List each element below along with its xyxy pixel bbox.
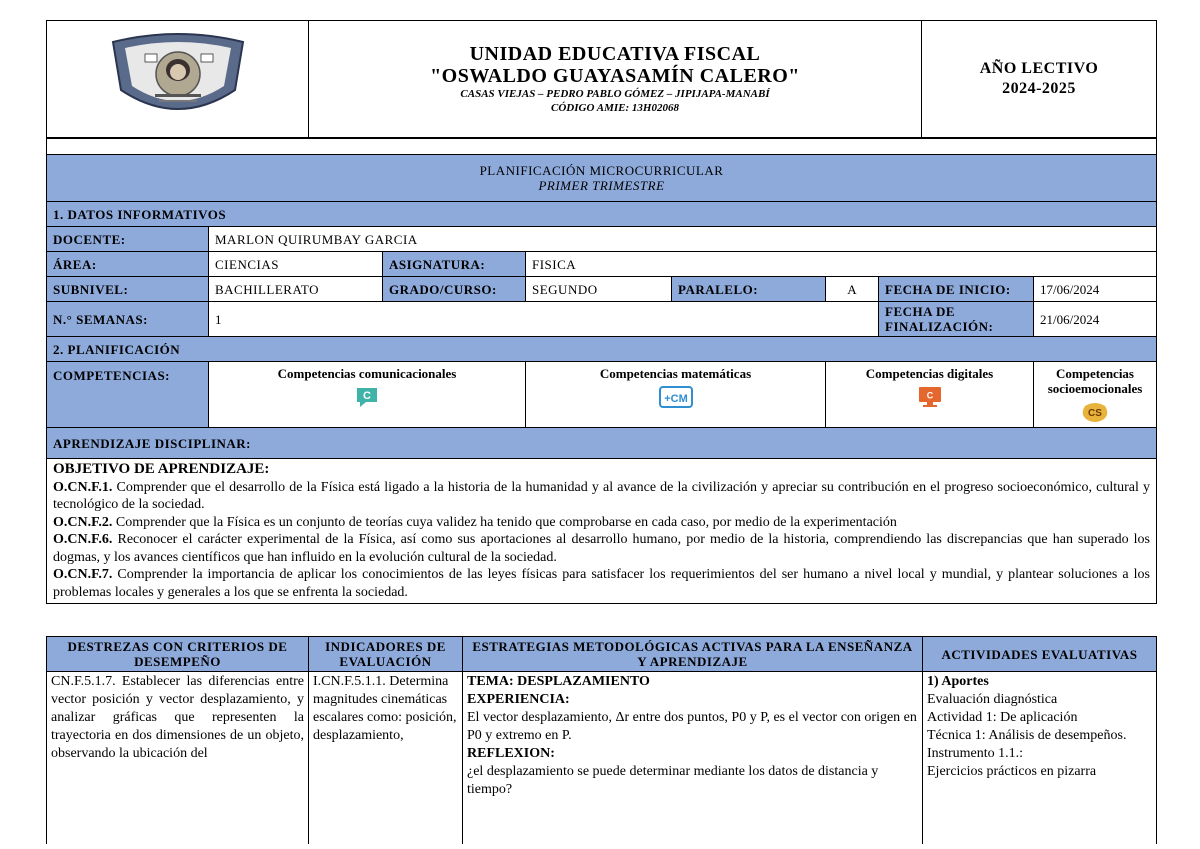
school-header	[46, 20, 1157, 138]
school-address: CASAS VIEJAS – PEDRO PABLO GÓMEZ – JIPIJAPA-MANABÍ	[460, 88, 770, 100]
aportes-title: 1) Aportes	[927, 674, 989, 689]
chat-c-icon	[354, 385, 380, 409]
competencia-socioemocional	[1034, 362, 1157, 428]
objetivo-code: O.CN.F.6.	[53, 532, 113, 547]
competencia-comunicacional	[209, 362, 526, 428]
actividad-line: Instrumento 1.1.:	[927, 746, 1024, 761]
school-name-line1: UNIDAD EDUCATIVA FISCAL	[469, 43, 761, 65]
col-estrategias-header: ESTRATEGIAS METODOLÓGICAS ACTIVAS PARA LA ENSEÑANZA Y APRENDIZAJE	[463, 637, 923, 672]
subnivel-label: SUBNIVEL:	[47, 277, 209, 302]
destrezas-cell: CN.F.5.1.7. Establecer las diferencias entre vector posición y vector desplazamiento, y analizar gráficas que representen la trayectoria en dos dimensiones de un objeto, observando la ubicación del	[47, 672, 309, 845]
area-value: CIENCIAS	[209, 252, 383, 277]
competencia-label: Competencias socioemocionales	[1047, 366, 1143, 396]
school-crest-icon	[103, 30, 253, 126]
school-info-cell	[309, 21, 922, 138]
semanas-label: N.° SEMANAS:	[47, 302, 209, 337]
objetivo-code: O.CN.F.7.	[53, 567, 113, 582]
paralelo-label: PARALELO:	[672, 277, 826, 302]
actividad-line: Técnica 1: Análisis de desempeños.	[927, 728, 1127, 743]
estrategias-cell	[463, 672, 923, 845]
fecha-fin-value: 21/06/2024	[1034, 302, 1157, 337]
area-label: ÁREA:	[47, 252, 209, 277]
tema-title: TEMA: DESPLAZAMIENTO	[467, 674, 650, 689]
aprendizaje-label: APRENDIZAJE DISCIPLINAR:	[47, 428, 1157, 459]
objetivo-item	[53, 479, 1150, 514]
section-planificacion: 2. PLANIFICACIÓN	[47, 337, 1157, 362]
objetivo-text: Comprender que el desarrollo de la Física está ligado a la historia de la humanidad y al avance de la civilización y apreciar su contribución en el progreso socioeconómico, cultural y tecnológico de la sociedad.	[53, 479, 1150, 512]
year-label: AÑO LECTIVO	[979, 60, 1099, 77]
objetivo-item	[53, 566, 1150, 601]
plan-title: PLANIFICACIÓN MICROCURRICULAR	[479, 163, 724, 178]
monitor-icon	[917, 385, 943, 409]
objetivo-code: O.CN.F.2.	[53, 514, 113, 530]
objetivo-text: Comprender que la Física es un conjunto de teorías cuya validez ha tenido que comprobarse en cada caso, por medio de la experimentación	[112, 514, 897, 530]
asignatura-value: FISICA	[526, 252, 1157, 277]
objetivo-item	[53, 531, 1150, 566]
docente-label: DOCENTE:	[47, 227, 209, 252]
asignatura-label: ASIGNATURA:	[383, 252, 526, 277]
grado-value: SEGUNDO	[526, 277, 672, 302]
reflexion-text: ¿el desplazamiento se puede determinar mediante los datos de distancia y tiempo?	[467, 764, 879, 797]
school-name-line2: "OSWALDO GUAYASAMÍN CALERO"	[430, 65, 800, 87]
school-amie-code: CÓDIGO AMIE: 13H02068	[551, 102, 679, 114]
col-destrezas-header: DESTREZAS CON CRITERIOS DE DESEMPEÑO	[47, 637, 309, 672]
indicadores-cell: I.CN.F.5.1.1. Determina magnitudes cinemáticas escalares como: posición, desplazamiento,	[309, 672, 463, 845]
svg-text:C: C	[363, 390, 371, 402]
year-value: 2024-2025	[1002, 80, 1076, 97]
objetivo-title: OBJETIVO DE APRENDIZAJE:	[53, 461, 270, 477]
competencia-label: Competencias comunicacionales	[277, 366, 457, 381]
competencia-matematica	[526, 362, 826, 428]
competencia-label: Competencias matemáticas	[599, 366, 752, 381]
fecha-fin-label: FECHA DE FINALIZACIÓN:	[879, 302, 1034, 337]
semanas-value: 1	[209, 302, 879, 337]
logo-cell	[47, 21, 309, 138]
grado-label: GRADO/CURSO:	[383, 277, 526, 302]
objetivo-text: Reconocer el carácter experimental de la Física, así como sus aportaciones al desarrollo humano, por medio de la historia, comprendiendo las discrepancias que han superado los dogmas, y los avances científicos que han influido en la evolución cultural de la sociedad.	[53, 532, 1150, 565]
actividad-line: Ejercicios prácticos en pizarra	[927, 764, 1097, 779]
col-actividades-header: ACTIVIDADES EVALUATIVAS	[923, 637, 1157, 672]
experiencia-title: EXPERIENCIA:	[467, 692, 570, 707]
paralelo-value: A	[826, 277, 879, 302]
competencia-label: Competencias digitales	[865, 366, 994, 381]
competencia-digital	[826, 362, 1034, 428]
docente-value: MARLON QUIRUMBAY GARCIA	[209, 227, 1157, 252]
actividad-line: Actividad 1: De aplicación	[927, 710, 1078, 725]
fecha-inicio-value: 17/06/2024	[1034, 277, 1157, 302]
reflexion-title: REFLEXION:	[467, 746, 555, 761]
actividades-cell	[923, 672, 1157, 845]
svg-text:+CM: +CM	[663, 393, 688, 405]
experiencia-text: El vector desplazamiento, Δr entre dos puntos, P0 y P, es el vector con origen en P0 y extremo en P.	[467, 710, 917, 743]
spacer-row	[47, 139, 1157, 155]
objetivo-text: Comprender la importancia de aplicar los conocimientos de las leyes físicas para satisfacer los requerimientos del ser humano a nivel local y mundial, y plantear soluciones a los problemas locales y generales a los que se enfrenta la sociedad.	[53, 567, 1150, 600]
section-datos: 1. DATOS INFORMATIVOS	[47, 202, 1157, 227]
objetivo-code: O.CN.F.1.	[53, 479, 113, 495]
plan-term: PRIMER TRIMESTRE	[538, 178, 665, 193]
fecha-inicio-label: FECHA DE INICIO:	[879, 277, 1034, 302]
cs-icon	[1080, 400, 1110, 424]
col-indicadores-header: INDICADORES DE EVALUACIÓN	[309, 637, 463, 672]
objetivo-item	[53, 514, 1150, 532]
actividad-line: Evaluación diagnóstica	[927, 692, 1058, 707]
svg-text:CS: CS	[1088, 408, 1102, 419]
year-cell	[922, 21, 1157, 138]
plan-title-cell	[47, 155, 1157, 202]
planning-table	[46, 138, 1157, 604]
svg-text:C: C	[926, 390, 933, 401]
strategy-table	[46, 636, 1157, 844]
cm-icon	[659, 385, 693, 409]
subnivel-value: BACHILLERATO	[209, 277, 383, 302]
objetivo-cell	[47, 459, 1157, 604]
competencias-label: COMPETENCIAS:	[47, 362, 209, 428]
